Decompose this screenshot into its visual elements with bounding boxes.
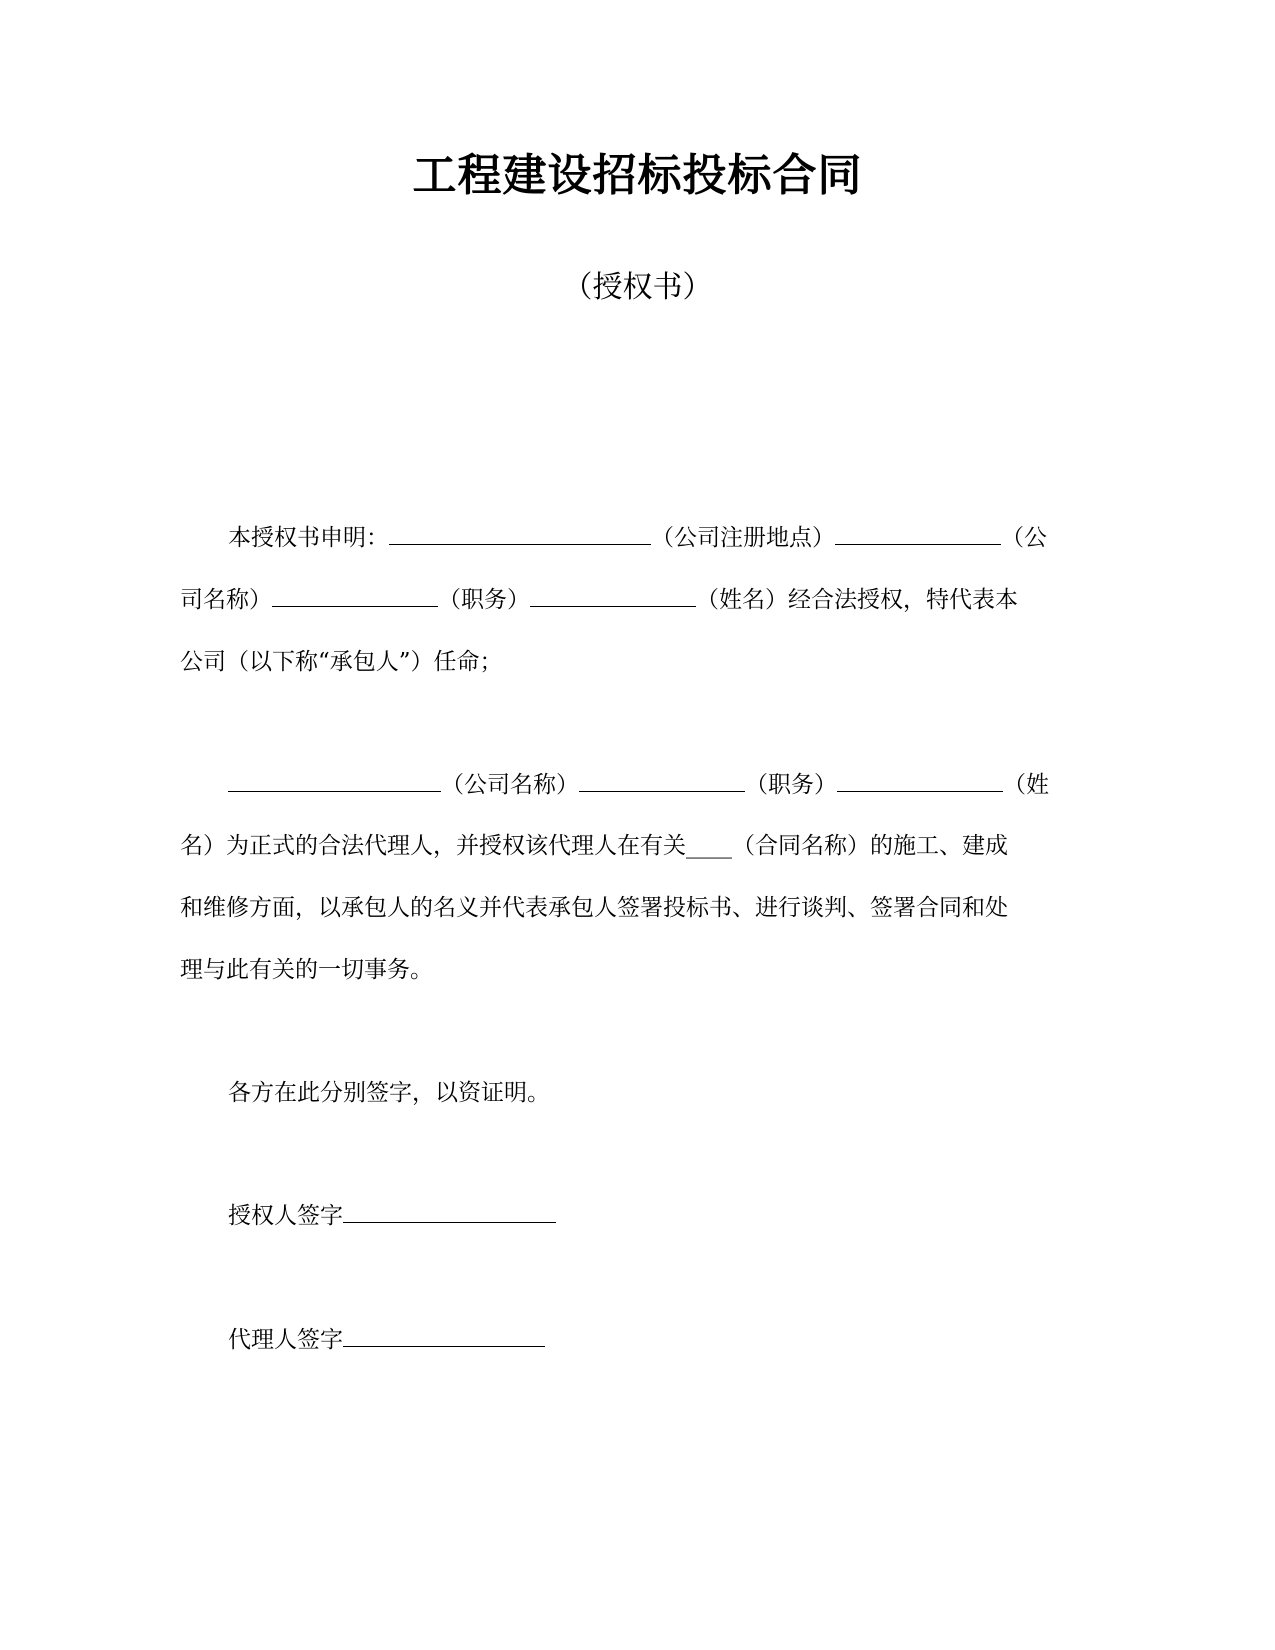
- para2-line1: [228, 769, 1049, 801]
- agent-signature-line: [228, 1324, 545, 1356]
- blank-agent-company-name[interactable]: [228, 769, 441, 792]
- document-subtitle: （授权书）: [562, 270, 713, 305]
- closing-statement: 各方在此分别签字，以资证明。: [228, 1080, 550, 1106]
- blank-name[interactable]: [530, 584, 696, 607]
- authorizer-signature-blank[interactable]: [343, 1200, 556, 1223]
- document-title: 工程建设招标投标合同: [412, 150, 863, 201]
- para2-text: （公司名称）: [441, 772, 579, 798]
- para1-text: （姓名）经合法授权，特代表本: [696, 587, 1018, 613]
- para2-line4: 理与此有关的一切事务。: [180, 957, 433, 983]
- authorizer-signature-line: [228, 1200, 556, 1232]
- para1-line3: 公司（以下称“承包人”）任命；: [180, 649, 503, 675]
- para2-text: （职务）: [745, 772, 837, 798]
- para1-line1: [228, 522, 1047, 554]
- agent-signature-blank[interactable]: [343, 1324, 545, 1347]
- para1-text: 司名称）: [180, 587, 272, 613]
- para1-lead: 本授权书申明：: [228, 525, 389, 551]
- para1-text: （职务）: [438, 587, 530, 613]
- blank-position[interactable]: [272, 584, 438, 607]
- para1-text: （公司注册地点）: [651, 525, 835, 551]
- blank-agent-name[interactable]: [837, 769, 1003, 792]
- para2-line3: 和维修方面，以承包人的名义并代表承包人签署投标书、进行谈判、签署合同和处: [180, 895, 1008, 921]
- para2-line2: 名）为正式的合法代理人，并授权该代理人在有关____（合同名称）的施工、建成: [180, 833, 1008, 859]
- para1-text: （公: [1001, 525, 1047, 551]
- agent-signature-label: 代理人签字: [228, 1327, 343, 1353]
- para2-text: （姓: [1003, 772, 1049, 798]
- blank-registered-address[interactable]: [389, 522, 651, 545]
- blank-agent-position[interactable]: [579, 769, 745, 792]
- para1-line2: [180, 584, 1018, 616]
- blank-company-name[interactable]: [835, 522, 1001, 545]
- authorizer-signature-label: 授权人签字: [228, 1203, 343, 1229]
